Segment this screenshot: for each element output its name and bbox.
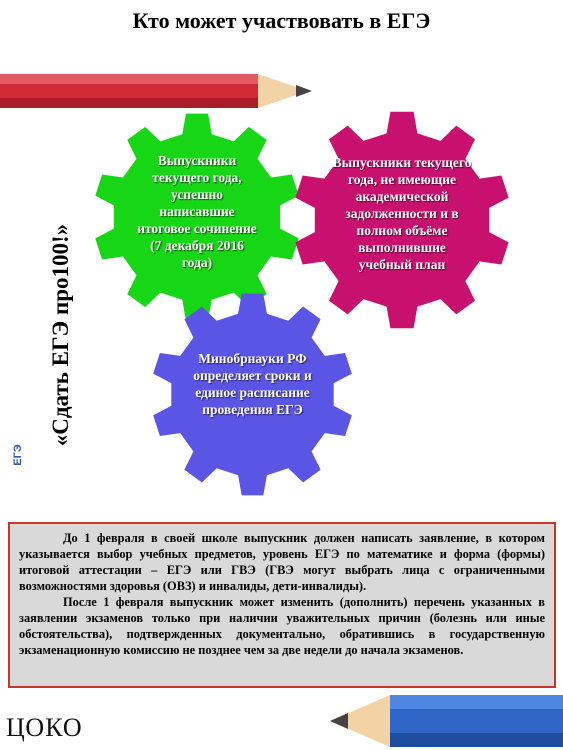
gear-green-text: Выпускники текущего года, успешно написавшие итоговое сочинение (7 декабря 2016 года) [137, 153, 257, 270]
info-paragraph-2: После 1 февраля выпускник может изменить (дополнить) перечень указанных в заявлении экзаменов только при наличии уважительных причин (болезнь или иные обстоятельства), подтвержденных документально, обратившись в государственную экзаменационную комиссию не позднее чем за две недели до начала экзаменов. [19, 595, 545, 657]
gear-graduates-essay [92, 112, 302, 322]
page-title: Кто может участвовать в ЕГЭ [132, 8, 431, 33]
gear-ministry-schedule [150, 292, 355, 497]
red-pencil-illustration [0, 70, 330, 112]
coko-logo: ЦОКО [6, 713, 83, 742]
blue-pencil-illustration [330, 687, 563, 750]
gear-blue-text: Минобрнауки РФ определяет сроки и единое расписание проведения ЕГЭ [193, 351, 312, 417]
ege-logo: ЕГЭ [12, 444, 24, 466]
info-paragraph-1: До 1 февраля в своей школе выпускник должен написать заявление, в котором указывается выбор учебных предметов, уровень ЕГЭ по математике и форма (формы) итоговой аттестации – ЕГЭ или ГВЭ (ГВЭ могут выбрать лица с ограниченными возможностями здоровья (ОВЗ) и инвалиды, дети-инвалиды). [19, 531, 545, 593]
vertical-slogan: «Сдать ЕГЭ про100!» [48, 223, 73, 447]
gear-magenta-text: Выпускники текущего года, не имеющие академической задолженности и в полном объёме выполнившие учебный план [332, 155, 472, 272]
info-box [8, 522, 556, 688]
